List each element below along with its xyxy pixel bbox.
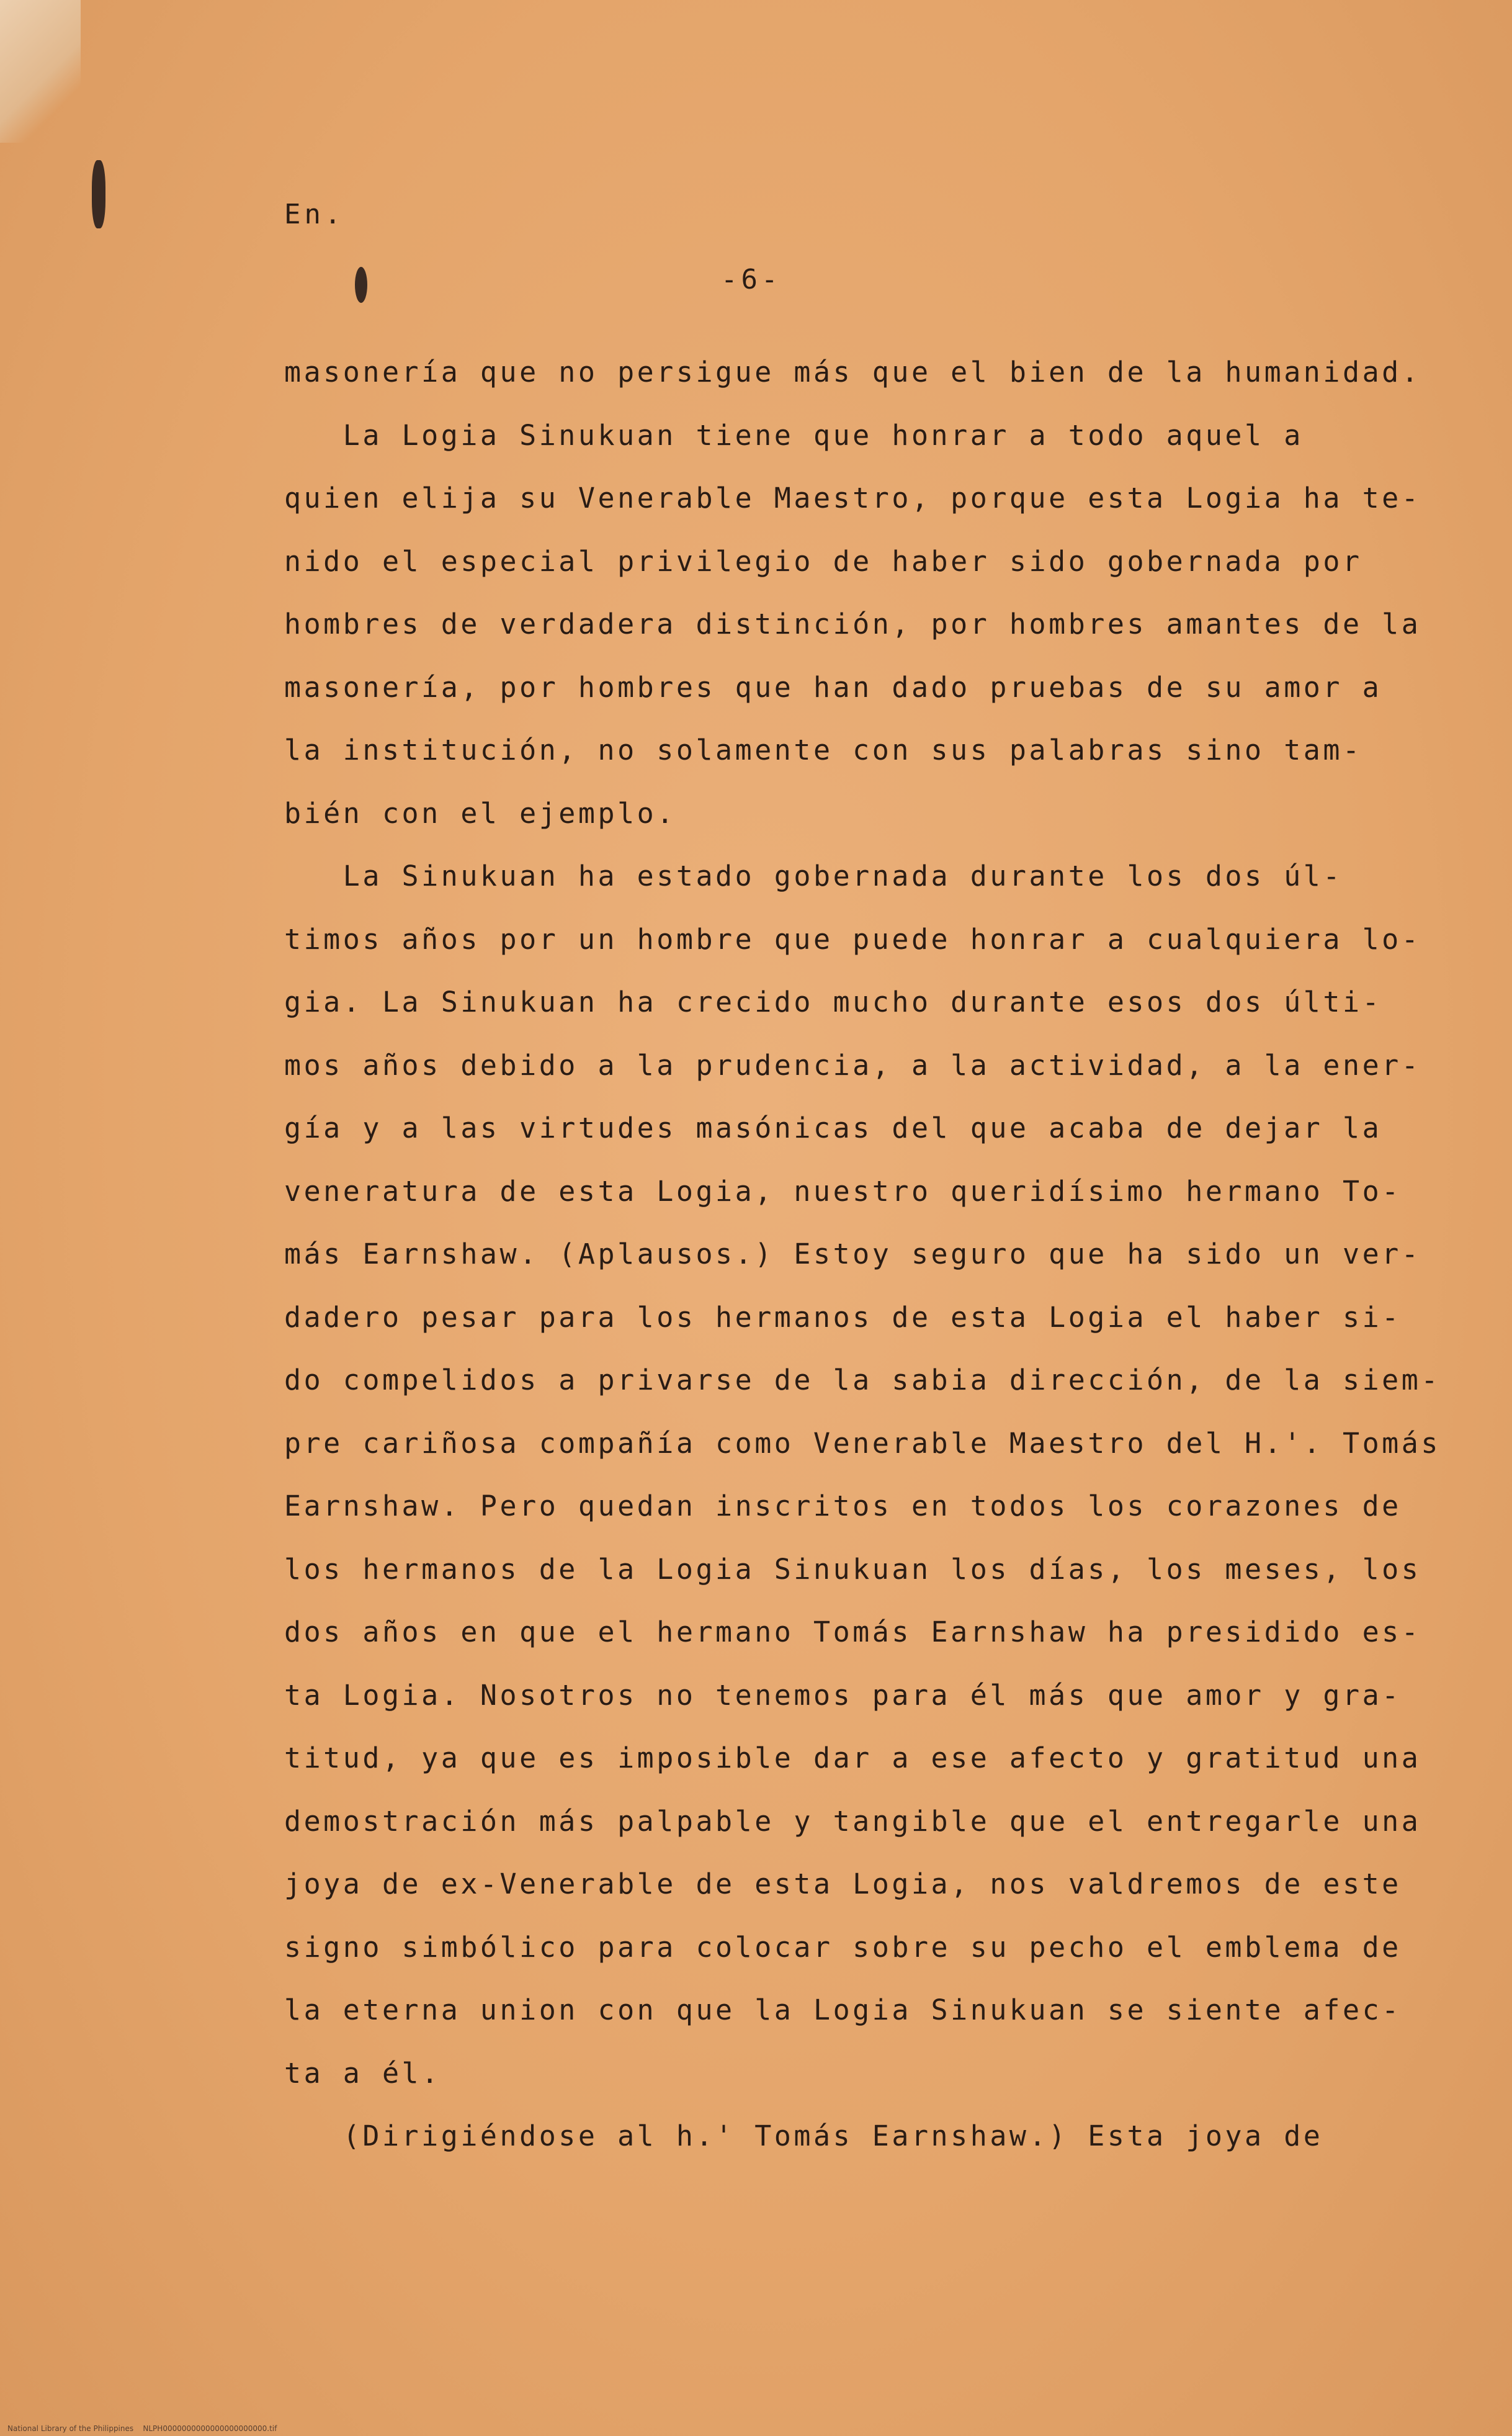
header-mark: En.: [284, 199, 345, 230]
text-line: La Logia Sinukuan tiene que honrar a todo aquel a: [284, 418, 1304, 452]
text-line: más Earnshaw. (Aplausos.) Estoy seguro que ha sido un ver-: [284, 1238, 1421, 1270]
text-line: la eterna union con que la Logia Sinukuan se siente afec-: [284, 1993, 1402, 2026]
text-line: ta Logia. Nosotros no tenemos para él más que amor y gra-: [284, 1678, 1402, 1712]
text-line: mos años debido a la prudencia, a la actividad, a la ener-: [284, 1048, 1421, 1082]
text-line: dadero pesar para los hermanos de esta Logia el haber si-: [284, 1300, 1402, 1334]
text-line: la institución, no solamente con sus palabras sino tam-: [284, 734, 1362, 766]
text-line: pre cariñosa compañía como Venerable Maestro del H.'. Tomás: [284, 1426, 1441, 1460]
archive-footer: National Library of the Philippines NLPH0000000000000000000000.tif: [7, 2424, 277, 2433]
text-line: quien elija su Venerable Maestro, porque esta Logia ha te-: [284, 482, 1421, 515]
text-line: bién con el ejemplo.: [284, 796, 676, 830]
text-line: Earnshaw. Pero quedan inscritos en todos los corazones de: [284, 1490, 1402, 1522]
text-line: masonería que no persigue más que el bien de la humanidad.: [284, 356, 1421, 389]
torn-corner: [0, 0, 81, 143]
text-line: (Dirigiéndose al h.' Tomás Earnshaw.) Esta joya de: [284, 2119, 1323, 2152]
text-line: joya de ex-Venerable de esta Logia, nos valdremos de este: [284, 1867, 1402, 1900]
text-line: demostración más palpable y tangible que el entregarle una: [284, 1804, 1421, 1838]
text-line: gía y a las virtudes masónicas del que acaba de dejar la: [284, 1112, 1382, 1144]
page-number: -6-: [721, 264, 782, 295]
text-line: signo simbólico para colocar sobre su pecho el emblema de: [284, 1930, 1402, 1964]
body-text: [284, 354, 1441, 2181]
text-line: masonería, por hombres que han dado pruebas de su amor a: [284, 670, 1382, 704]
text-line: titud, ya que es imposible dar a ese afecto y gratitud una: [284, 1742, 1421, 1774]
text-line: veneratura de esta Logia, nuestro queridísimo hermano To-: [284, 1174, 1402, 1208]
text-line: La Sinukuan ha estado gobernada durante los dos úl-: [284, 860, 1343, 892]
text-line: do compelidos a privarse de la sabia dirección, de la siem-: [284, 1364, 1441, 1396]
text-line: gia. La Sinukuan ha crecido mucho durante esos dos últi-: [284, 986, 1382, 1018]
punch-hole-mark: [92, 160, 105, 228]
text-line: ta a él.: [284, 2056, 441, 2090]
text-line: los hermanos de la Logia Sinukuan los días, los meses, los: [284, 1552, 1421, 1586]
text-line: timos años por un hombre que puede honrar a cualquiera lo-: [284, 922, 1421, 956]
ink-blot-mark: [355, 267, 367, 303]
text-line: hombres de verdadera distinción, por hombres amantes de la: [284, 608, 1421, 640]
text-line: nido el especial privilegio de haber sido gobernada por: [284, 544, 1362, 578]
text-line: dos años en que el hermano Tomás Earnshaw ha presidido es-: [284, 1616, 1421, 1648]
